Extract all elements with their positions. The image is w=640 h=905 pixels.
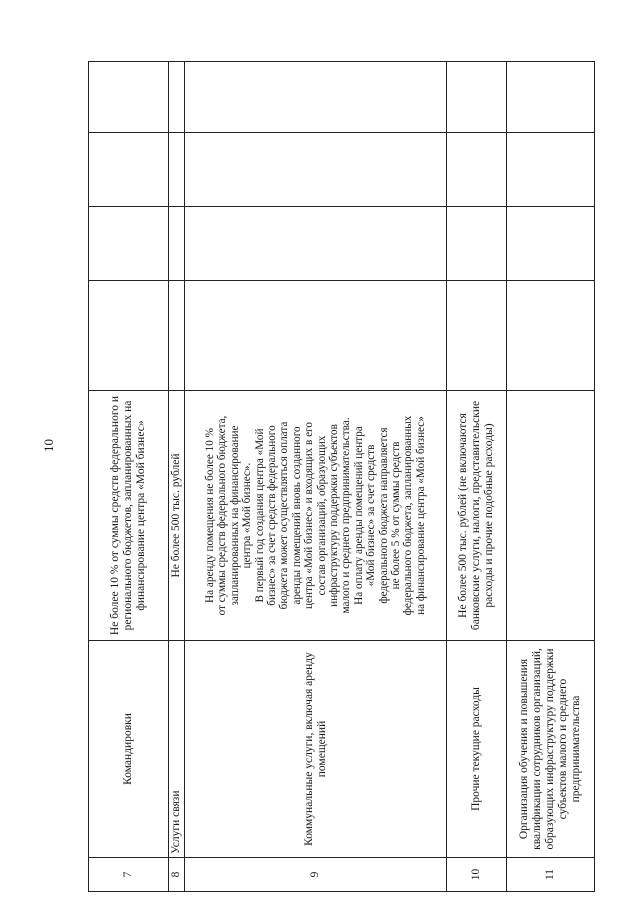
description-line: центра «Мой бизнес» и входящих в его	[303, 422, 316, 609]
empty-cell	[169, 207, 185, 281]
expense-name: Услуги связи	[169, 641, 185, 858]
description-line: В первый год создания центра «Мой	[253, 428, 266, 603]
empty-cell	[185, 62, 447, 133]
description-line: центра «Мой бизнес».	[241, 462, 254, 569]
row-number: 7	[89, 858, 169, 892]
description-line: федерального бюджета направляется	[377, 427, 390, 604]
empty-cell	[447, 281, 507, 391]
description-line: на финансирование центра «Мой бизнес»	[414, 416, 427, 615]
expense-name: Прочие текущие расходы	[447, 641, 507, 858]
empty-cell	[169, 133, 185, 207]
empty-cell	[185, 207, 447, 281]
description-line: бюджета может осуществляться оплата	[278, 421, 291, 610]
empty-cell	[89, 207, 169, 281]
table-row-9	[185, 62, 447, 892]
expense-name: Организация обучения и повышения квалификации сотрудников организаций, образующих инфраструктуру поддержки субъектов малого и среднего предпринимательства	[507, 641, 595, 858]
description-line: На аренду помещения не более 10 %	[203, 428, 216, 603]
description-line: «Мой бизнес» за счет средств	[365, 444, 378, 587]
empty-cell	[507, 133, 595, 207]
table-row-7	[89, 62, 169, 892]
table-row-10	[447, 62, 507, 892]
expense-limit: Не более 500 тыс. рублей (не включаются банковские услуги, налоги, представительские расходы и прочие подобные расходы)	[447, 391, 507, 641]
row-number: 8	[169, 858, 185, 892]
description-line: бизнес» за счет средств федерального	[265, 425, 278, 606]
budget-table	[88, 61, 595, 892]
description-line: состав организаций, образующих	[315, 435, 328, 596]
description-line: федерального бюджета, запланированных	[402, 415, 415, 616]
empty-cell	[89, 133, 169, 207]
empty-cell	[185, 281, 447, 391]
empty-cell	[447, 207, 507, 281]
expense-name: Командировки	[89, 641, 169, 858]
description-line: аренды помещений вновь созданного	[290, 426, 303, 605]
description-line: от суммы средств федерального бюджета,	[216, 415, 229, 616]
empty-cell	[89, 62, 169, 133]
empty-cell	[169, 281, 185, 391]
empty-cell	[169, 62, 185, 133]
expense-name: Коммунальные услуги, включая аренду помещений	[185, 641, 447, 858]
expense-limit: Не более 500 тыс. рублей	[169, 391, 185, 641]
expense-limit: Не более 10 % от суммы средств федерального и регионального бюджетов, запланированных на финансирование центра «Мой бизнес»	[89, 391, 169, 641]
empty-cell	[507, 62, 595, 133]
description-line: запланированных на финансирование	[228, 425, 241, 606]
empty-cell	[507, 281, 595, 391]
expense-limit	[185, 391, 447, 641]
description-line: не более 5 % от суммы средств	[390, 441, 403, 590]
description-line: малого и среднего предпринимательства.	[340, 417, 353, 614]
table-row-11	[507, 62, 595, 892]
table-row-8	[169, 62, 185, 892]
empty-cell	[185, 133, 447, 207]
row-number: 10	[447, 858, 507, 892]
page-number: 10	[41, 439, 56, 452]
row-number: 9	[185, 858, 447, 892]
empty-cell	[447, 62, 507, 133]
row-number: 11	[507, 858, 595, 892]
description-line: инфраструктуру поддержки субъектов	[328, 424, 340, 607]
expense-limit	[507, 391, 595, 641]
empty-cell	[447, 133, 507, 207]
empty-cell	[89, 281, 169, 391]
description-line: На оплату аренды помещений центра	[352, 426, 365, 605]
empty-cell	[507, 207, 595, 281]
